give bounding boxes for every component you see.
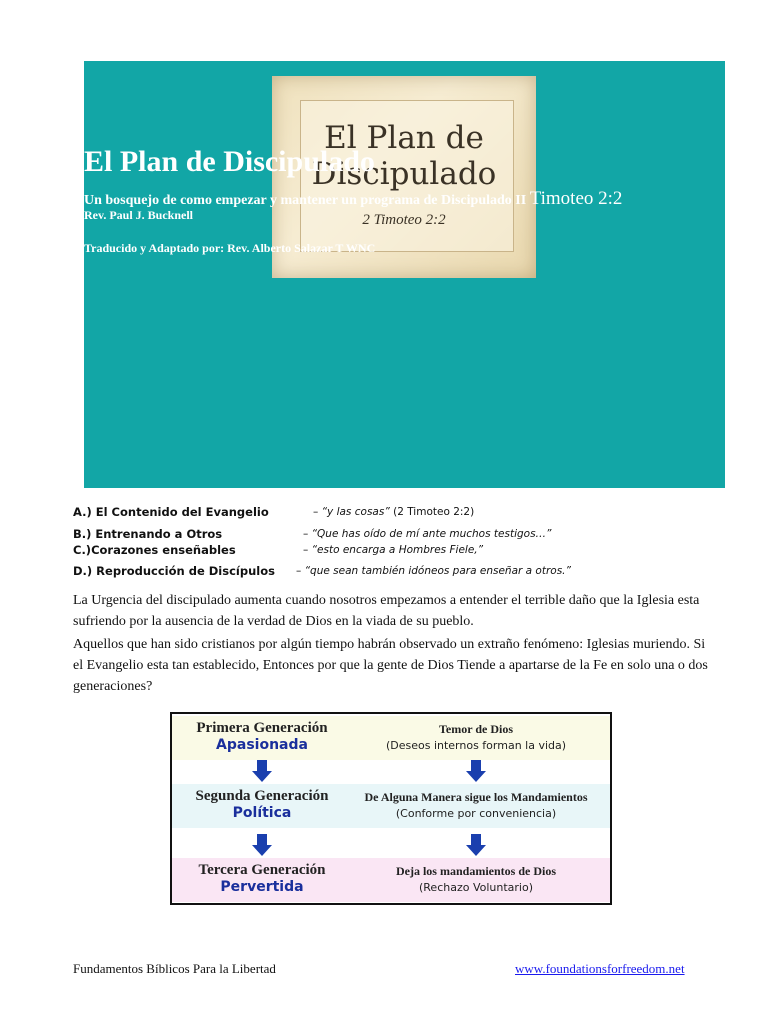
point-label: B.) Entrenando a Otros — [73, 527, 223, 541]
point-a — [73, 505, 475, 519]
generation-description: De Alguna Manera sigue los Mandamientos — [364, 790, 588, 804]
generation-cell — [172, 858, 352, 895]
generation-row-3 — [172, 858, 610, 902]
header-banner — [84, 61, 725, 488]
description-cell — [344, 716, 608, 752]
generation-name: Primera Generación — [196, 720, 328, 736]
generation-name: Segunda Generación — [195, 788, 329, 804]
footer-text: Fundamentos Bíblicos Para la Libertad — [73, 961, 276, 976]
down-arrow-icon — [252, 834, 272, 856]
generation-state: Apasionada — [216, 737, 308, 753]
translator-line: Traducido y Adaptado por: Rev. Alberto Salazar T WNC — [84, 241, 376, 255]
quote-text: “Que has oído de mí ante muchos testigos…” — [311, 528, 552, 540]
subtitle-text: Un bosquejo de como empezar y mantener un programa de Discipulado II — [84, 193, 530, 208]
generation-row-1 — [172, 716, 610, 760]
generation-state: Pervertida — [220, 879, 304, 895]
generation-cell — [172, 716, 352, 753]
document-title: El Plan de Discipulado — [84, 145, 375, 178]
point-label: C.)Corazones enseñables — [73, 543, 236, 557]
subtitle-reference: Timoteo 2:2 — [529, 188, 623, 209]
generation-detail: (Rechazo Voluntario) — [418, 881, 534, 894]
document-subtitle — [84, 188, 622, 210]
cover-reference: 2 Timoteo 2:2 — [362, 212, 446, 228]
paragraph-urgency: La Urgencia del discipulado aumenta cuando nosotros empezamos a entender el terrible daño que la Iglesia esta sufriendo por la ausencia de la verdad de Dios en la viada de su pueblo. — [73, 593, 700, 629]
quote-text: “que sean también idóneos para enseñar a otros.” — [304, 565, 571, 577]
point-quote: – “esto encarga a Hombres Fiele,” — [303, 544, 484, 556]
generation-state: Política — [232, 805, 292, 821]
author-line: Rev. Paul J. Bucknell — [84, 208, 194, 222]
down-arrow-icon — [466, 834, 486, 856]
generation-row-2 — [172, 784, 610, 828]
point-label: A.) El Contenido del Evangelio — [73, 505, 269, 519]
down-arrow-icon — [466, 760, 486, 782]
generation-description: Temor de Dios — [438, 722, 513, 736]
footer-website-link[interactable]: www.foundationsforfreedom.net — [515, 961, 685, 976]
generation-name: Tercera Generación — [198, 862, 326, 878]
point-b — [73, 527, 552, 541]
quote-ref: (2 Timoteo 2:2) — [389, 506, 475, 518]
generation-detail: (Conforme por conveniencia) — [395, 807, 557, 820]
description-cell — [344, 858, 608, 894]
down-arrow-icon — [252, 760, 272, 782]
generations-diagram — [170, 712, 612, 905]
generation-cell — [172, 784, 352, 821]
point-quote: – “que sean también idóneos para enseñar a otros.” — [296, 565, 571, 577]
generation-description: Deja los mandamientos de Dios — [395, 864, 556, 878]
point-d — [73, 564, 571, 578]
generation-detail: (Deseos internos forman la vida) — [385, 739, 567, 752]
paragraph-phenomenon: Aquellos que han sido cristianos por algún tiempo habrán observado un extraño fenómeno: Iglesias muriendo. Si el Evangelio esta tan establecido, Entonces por que la gente de Dios Tiende a apartarse de la Fe en solo una o dos generaciones? — [73, 637, 708, 694]
point-quote: – “y las cosas” (2 Timoteo 2:2) — [313, 506, 475, 518]
cover-title: El Plan de Discipulado — [311, 120, 497, 192]
description-cell — [344, 784, 608, 820]
point-quote: – “Que has oído de mí ante muchos testigos…” — [303, 528, 552, 540]
quote-text: “esto encarga a Hombres Fiele,” — [311, 544, 484, 556]
point-label: D.) Reproducción de Discípulos — [73, 564, 275, 578]
quote-text: “y las cosas” — [321, 506, 390, 518]
point-c — [73, 543, 484, 557]
